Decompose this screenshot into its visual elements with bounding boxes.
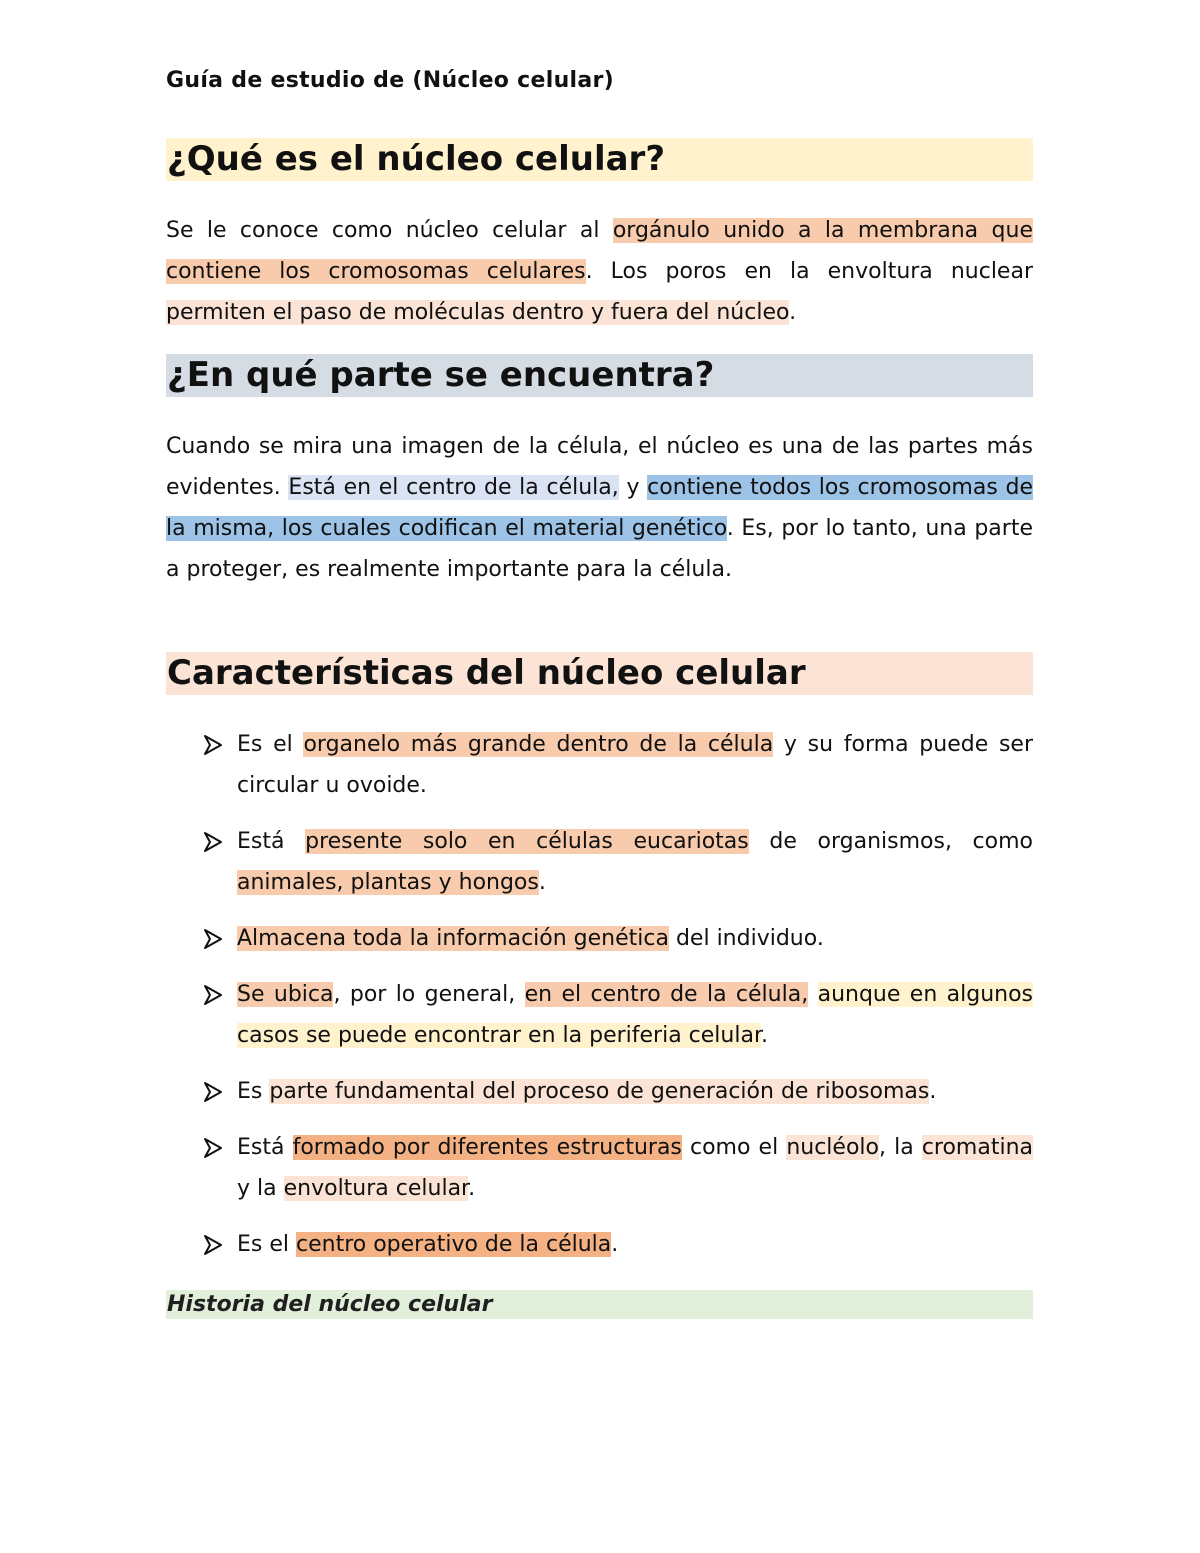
text-run: Es: [237, 1079, 270, 1104]
text-run: .: [611, 1232, 619, 1257]
text-run: Está: [237, 1135, 293, 1160]
arrowhead-bullet-icon: [202, 1071, 224, 1112]
text-run: Cuando se mira una imagen de la célula, el núcleo es una de las partes más evidentes.: [166, 434, 1033, 500]
list-item: [166, 821, 1033, 903]
highlight-run: en el centro de la célula,: [524, 982, 809, 1007]
arrowhead-bullet-icon: [202, 821, 224, 862]
text-run: .: [760, 1023, 768, 1048]
text-run: Es el: [237, 732, 304, 757]
heading-history: Historia del núcleo celular: [166, 1290, 1033, 1319]
text-run: .: [538, 870, 546, 895]
highlight-run: permiten el paso de moléculas dentro y fuera del núcleo: [166, 300, 790, 325]
list-item: [166, 1224, 1033, 1265]
list-item: [166, 918, 1033, 959]
text-run: como el: [681, 1135, 787, 1160]
highlight-run: centro operativo de la célula: [296, 1232, 612, 1257]
text-run: de organismos, como: [748, 829, 1034, 854]
text-run: . Los poros en la envoltura nuclear: [585, 259, 1033, 284]
text-run: Se le conoce como núcleo celular al: [166, 218, 613, 243]
highlight-run: cromatina: [921, 1135, 1034, 1160]
highlight-run: Almacena toda la información genética: [237, 926, 669, 951]
arrowhead-bullet-icon: [202, 1224, 224, 1265]
text-run: del individuo.: [668, 926, 824, 951]
heading-where-located: ¿En qué parte se encuentra?: [166, 354, 1033, 397]
highlight-run: animales, plantas y hongos: [237, 870, 539, 895]
paragraph-location: [166, 426, 1033, 590]
highlight-run: orgánulo unido a la membrana que contiene los cromosomas celulares: [166, 218, 1033, 284]
list-item: [166, 724, 1033, 806]
list-item: [166, 1127, 1033, 1209]
heading-characteristics: Características del núcleo celular: [166, 652, 1033, 695]
highlight-run: contiene todos los cromosomas de la misma, los cuales codifican el material genético: [166, 475, 1033, 541]
text-run: .: [929, 1079, 937, 1104]
highlight-run: nucléolo: [786, 1135, 879, 1160]
text-run: y la: [237, 1176, 284, 1201]
text-run: Es el: [237, 1232, 296, 1257]
heading-what-is-nucleus: ¿Qué es el núcleo celular?: [166, 138, 1033, 181]
characteristics-list: [166, 724, 1033, 1280]
highlight-run: aunque en algunos casos se puede encontrar en la periferia celular: [237, 982, 1033, 1048]
paragraph-definition: [166, 210, 1033, 333]
text-run: . Es, por lo tanto, una parte a proteger, es realmente importante para la célula.: [166, 516, 1033, 582]
highlight-run: presente solo en células eucariotas: [305, 829, 749, 854]
arrowhead-bullet-icon: [202, 1127, 224, 1168]
arrowhead-bullet-icon: [202, 974, 224, 1015]
highlight-run: Se ubica: [237, 982, 334, 1007]
highlight-run: parte fundamental del proceso de generación de ribosomas: [269, 1079, 930, 1104]
text-run: .: [789, 300, 797, 325]
text-run: , por lo general,: [333, 982, 525, 1007]
highlight-run: formado por diferentes estructuras: [292, 1135, 682, 1160]
text-run: Está: [237, 829, 306, 854]
text-run: , la: [879, 1135, 922, 1160]
highlight-run: envoltura celular: [283, 1176, 469, 1201]
text-run: .: [468, 1176, 476, 1201]
text-run: [808, 982, 817, 1007]
list-item: [166, 1071, 1033, 1112]
text-run: y: [618, 475, 648, 500]
arrowhead-bullet-icon: [202, 724, 224, 765]
document-title: Guía de estudio de (Núcleo celular): [166, 68, 615, 93]
highlight-run: organelo más grande dentro de la célula: [303, 732, 774, 757]
highlight-run: Está en el centro de la célula,: [288, 475, 619, 500]
arrowhead-bullet-icon: [202, 918, 224, 959]
list-item: [166, 974, 1033, 1056]
text-run: y su forma puede ser circular u ovoide.: [237, 732, 1034, 798]
